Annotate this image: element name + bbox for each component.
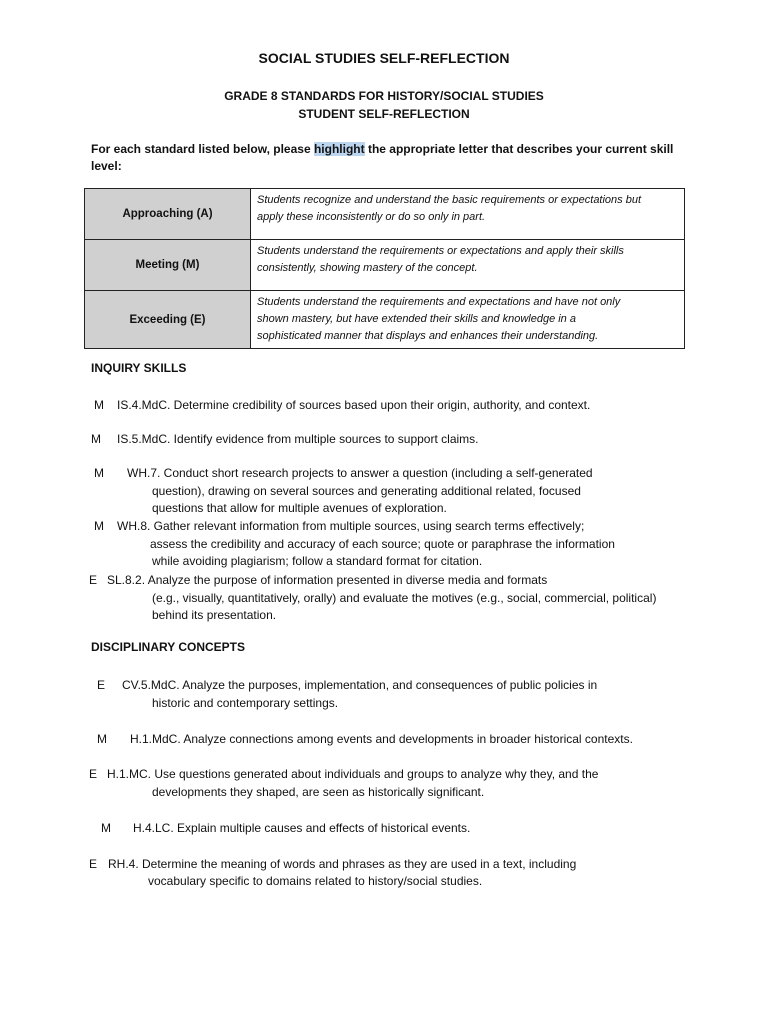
rubric-desc-line: Students understand the requirements and expectations and have not only xyxy=(257,296,621,308)
rubric-desc-line: sophisticated manner that displays and enhances their understanding. xyxy=(257,330,599,342)
rubric-desc-line: Students understand the requirements or expectations and apply their skills xyxy=(257,245,624,257)
instructions-text-end: the appropriate letter that describes your current skill xyxy=(364,142,674,156)
section-heading-inquiry: INQUIRY SKILLS xyxy=(91,361,187,375)
standard-text: question), drawing on several sources and generating additional related, focused xyxy=(152,484,581,498)
standard-text: SL.8.2. Analyze the purpose of information presented in diverse media and formats xyxy=(107,573,548,587)
rubric-desc-line: Students recognize and understand the basic requirements or expectations but xyxy=(257,194,642,206)
rubric-desc-line: shown mastery, but have extended their skills and knowledge in a xyxy=(257,313,576,325)
rating-letter[interactable]: E xyxy=(89,573,98,587)
rating-letter[interactable]: M xyxy=(91,432,101,446)
standard-text: questions that allow for multiple avenues of exploration. xyxy=(152,501,447,515)
rating-letter[interactable]: E xyxy=(89,857,98,871)
rating-letter[interactable]: M xyxy=(94,398,104,412)
rating-letter[interactable]: M xyxy=(97,732,107,746)
standard-text: IS.5.MdC. Identify evidence from multiple sources to support claims. xyxy=(117,432,479,446)
rubric-description xyxy=(251,240,685,291)
standard-text: vocabulary specific to domains related to history/social studies. xyxy=(148,874,483,888)
subtitle-standards: GRADE 8 STANDARDS FOR HISTORY/SOCIAL STUDIES xyxy=(224,89,544,103)
standard-text: H.1.MdC. Analyze connections among events and developments in broader historical contexts. xyxy=(130,732,633,746)
page-title: SOCIAL STUDIES SELF-REFLECTION xyxy=(258,50,510,66)
rating-letter[interactable]: M xyxy=(94,519,104,533)
highlight-word: highlight xyxy=(313,142,365,156)
rubric-desc-line: consistently, showing mastery of the concept. xyxy=(257,262,478,274)
subtitle-self-reflection: STUDENT SELF-REFLECTION xyxy=(298,107,470,121)
standard-text: (e.g., visually, quantitatively, orally) and evaluate the motives (e.g., social, commercial, political) xyxy=(152,591,657,605)
instructions-text-start: For each standard listed below, please xyxy=(91,142,314,156)
standard-text: H.4.LC. Explain multiple causes and effects of historical events. xyxy=(133,821,471,835)
rubric-description xyxy=(251,291,685,349)
standard-text: while avoiding plagiarism; follow a standard format for citation. xyxy=(152,554,483,568)
standard-text: behind its presentation. xyxy=(152,608,277,622)
rubric-row-approaching xyxy=(85,189,685,240)
rating-letter[interactable]: M xyxy=(101,821,111,835)
section-heading-concepts: DISCIPLINARY CONCEPTS xyxy=(91,640,246,654)
standard-text: CV.5.MdC. Analyze the purposes, implementation, and consequences of public policies in xyxy=(122,678,598,692)
standard-text: H.1.MC. Use questions generated about individuals and groups to analyze why they, and the xyxy=(107,767,599,781)
rubric-row-exceeding xyxy=(85,291,685,349)
rating-letter[interactable]: M xyxy=(94,466,104,480)
standard-text: RH.4. Determine the meaning of words and phrases as they are used in a text, including xyxy=(108,857,577,871)
standard-text: assess the credibility and accuracy of each source; quote or paraphrase the information xyxy=(150,537,615,551)
standard-text: IS.4.MdC. Determine credibility of sources based upon their origin, authority, and context. xyxy=(117,398,591,412)
rubric-desc-line: apply these inconsistently or do so only in part. xyxy=(257,211,486,223)
standard-text: WH.8. Gather relevant information from multiple sources, using search terms effectively; xyxy=(117,519,585,533)
instructions xyxy=(91,142,673,156)
standard-text: historic and contemporary settings. xyxy=(152,696,339,710)
rubric-table xyxy=(84,188,685,349)
rubric-row-meeting xyxy=(85,240,685,291)
rating-letter[interactable]: E xyxy=(89,767,98,781)
rating-letter[interactable]: E xyxy=(97,678,106,692)
standard-text: WH.7. Conduct short research projects to answer a question (including a self-generated xyxy=(127,466,593,480)
rubric-description xyxy=(251,189,685,240)
standard-text: developments they shaped, are seen as historically significant. xyxy=(152,785,485,799)
instructions-line2: level: xyxy=(91,159,122,173)
rubric-level: Meeting (M) xyxy=(85,240,251,291)
rubric-level: Exceeding (E) xyxy=(85,291,251,349)
rubric-level: Approaching (A) xyxy=(85,189,251,240)
